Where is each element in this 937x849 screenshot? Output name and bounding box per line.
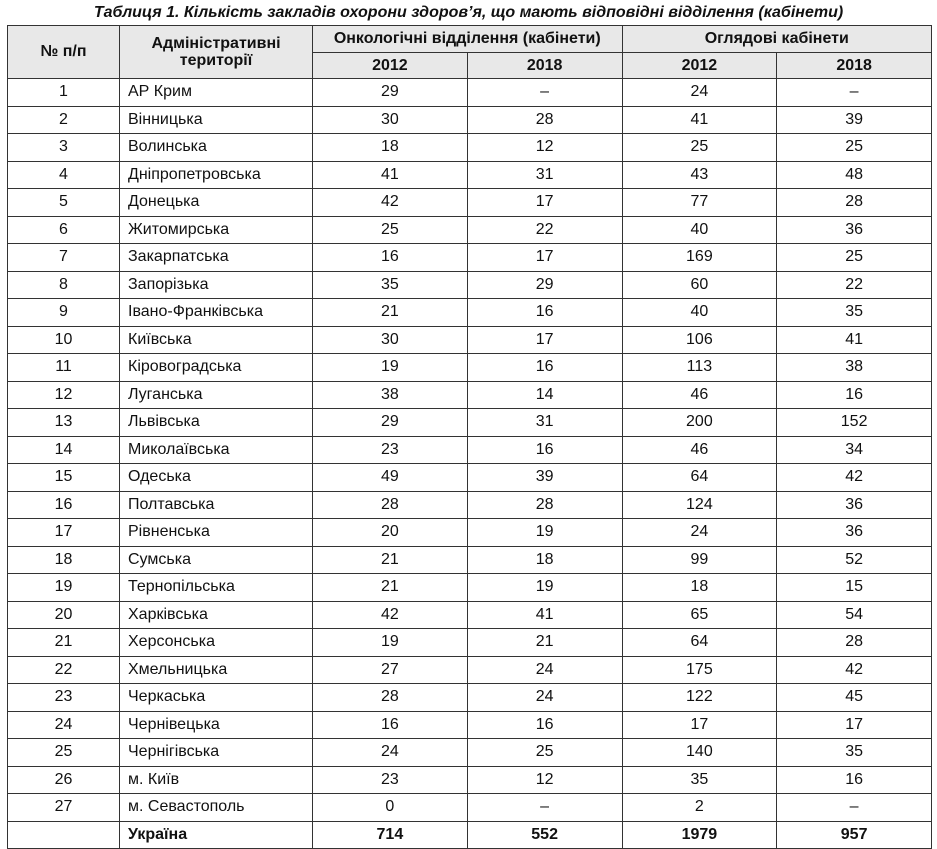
total-value: 552 [467,821,622,849]
value-cell: 17 [777,711,932,739]
value-cell: 20 [313,519,468,547]
territory-name: Тернопільська [120,574,313,602]
value-cell: 25 [467,739,622,767]
territory-name: Волинська [120,134,313,162]
value-cell: 36 [777,491,932,519]
value-cell: 18 [467,546,622,574]
value-cell: 16 [777,381,932,409]
table-row [8,794,932,822]
territory-name: м. Севастополь [120,794,313,822]
value-cell: 18 [313,134,468,162]
row-number: 3 [8,134,120,162]
value-cell: 29 [313,409,468,437]
value-cell: 19 [313,354,468,382]
value-cell: 29 [313,79,468,107]
value-cell: 16 [313,244,468,272]
value-cell: 14 [467,381,622,409]
value-cell: 24 [622,79,777,107]
header-year: 2018 [467,53,622,79]
row-number: 1 [8,79,120,107]
table-row [8,519,932,547]
row-number: 18 [8,546,120,574]
value-cell: 17 [467,326,622,354]
value-cell: 169 [622,244,777,272]
table-row [8,189,932,217]
value-cell: 46 [622,436,777,464]
total-label: Україна [120,821,313,849]
row-number: 6 [8,216,120,244]
table-row [8,326,932,354]
value-cell: 64 [622,629,777,657]
value-cell: 19 [467,574,622,602]
row-number: 21 [8,629,120,657]
value-cell: 34 [777,436,932,464]
value-cell: 152 [777,409,932,437]
value-cell: 16 [467,436,622,464]
row-number: 12 [8,381,120,409]
value-cell: 24 [467,684,622,712]
value-cell: 22 [777,271,932,299]
value-cell: 41 [777,326,932,354]
value-cell: 46 [622,381,777,409]
value-cell: 21 [313,574,468,602]
value-cell: 38 [313,381,468,409]
value-cell: 28 [313,684,468,712]
value-cell: 16 [467,711,622,739]
row-number: 17 [8,519,120,547]
healthcare-facilities-table [7,25,932,849]
table-row [8,464,932,492]
value-cell: 122 [622,684,777,712]
row-number: 24 [8,711,120,739]
table-row [8,436,932,464]
value-cell: 21 [467,629,622,657]
row-number: 2 [8,106,120,134]
value-cell: 48 [777,161,932,189]
table-row [8,656,932,684]
value-cell: 42 [777,656,932,684]
table-body [8,79,932,849]
table-row [8,629,932,657]
value-cell: 54 [777,601,932,629]
value-cell: 200 [622,409,777,437]
row-number: 26 [8,766,120,794]
territory-name: Львівська [120,409,313,437]
value-cell: 19 [313,629,468,657]
row-number: 19 [8,574,120,602]
value-cell: 18 [622,574,777,602]
row-number: 10 [8,326,120,354]
value-cell: 124 [622,491,777,519]
row-number: 23 [8,684,120,712]
row-number: 7 [8,244,120,272]
value-cell: 21 [313,299,468,327]
row-number: 20 [8,601,120,629]
value-cell: 106 [622,326,777,354]
territory-name: Івано-Франківська [120,299,313,327]
header-year: 2012 [622,53,777,79]
value-cell: 35 [777,739,932,767]
value-cell: 30 [313,106,468,134]
table-row [8,766,932,794]
territory-name: Донецька [120,189,313,217]
value-cell: 12 [467,134,622,162]
value-cell: 42 [313,601,468,629]
territory-name: Полтавська [120,491,313,519]
value-cell: 25 [313,216,468,244]
value-cell: 77 [622,189,777,217]
table-row [8,711,932,739]
value-cell: 23 [313,766,468,794]
row-number: 22 [8,656,120,684]
table-row [8,574,932,602]
territory-name: Херсонська [120,629,313,657]
row-number: 13 [8,409,120,437]
value-cell: 99 [622,546,777,574]
total-value: 957 [777,821,932,849]
value-cell: 27 [313,656,468,684]
value-cell: 36 [777,216,932,244]
value-cell: 16 [777,766,932,794]
value-cell: 31 [467,409,622,437]
value-cell: 16 [313,711,468,739]
value-cell: 17 [467,244,622,272]
value-cell: 21 [313,546,468,574]
value-cell: 40 [622,299,777,327]
territory-name: АР Крим [120,79,313,107]
value-cell: – [467,79,622,107]
total-value: 714 [313,821,468,849]
header-screening: Оглядові кабінети [622,26,932,53]
value-cell: 35 [622,766,777,794]
table-row [8,354,932,382]
territory-name: Черкаська [120,684,313,712]
value-cell: 42 [313,189,468,217]
value-cell: 25 [777,134,932,162]
value-cell: 30 [313,326,468,354]
value-cell: 24 [622,519,777,547]
value-cell: 28 [313,491,468,519]
value-cell: 35 [777,299,932,327]
value-cell: 41 [313,161,468,189]
territory-name: Чернігівська [120,739,313,767]
header-num: № п/п [8,26,120,79]
total-row [8,821,932,849]
value-cell: 39 [467,464,622,492]
value-cell: 28 [777,189,932,217]
table-row [8,491,932,519]
territory-name: Одеська [120,464,313,492]
value-cell: 16 [467,354,622,382]
total-empty-cell [8,821,120,849]
territory-name: Хмельницька [120,656,313,684]
header-year: 2018 [777,53,932,79]
value-cell: 24 [313,739,468,767]
value-cell: 36 [777,519,932,547]
value-cell: 12 [467,766,622,794]
territory-name: Харківська [120,601,313,629]
table-row [8,601,932,629]
row-number: 15 [8,464,120,492]
territory-name: Київська [120,326,313,354]
value-cell: 64 [622,464,777,492]
header-oncology: Онкологічні відділення (кабінети) [313,26,623,53]
value-cell: 39 [777,106,932,134]
territory-name: Сумська [120,546,313,574]
table-row [8,409,932,437]
value-cell: 22 [467,216,622,244]
value-cell: 17 [467,189,622,217]
table-caption: Таблиця 1. Кількість закладів охорони здоров’я, що мають відповідні відділення (кабінети) [93,4,844,21]
row-number: 8 [8,271,120,299]
value-cell: 25 [777,244,932,272]
value-cell: 113 [622,354,777,382]
value-cell: 52 [777,546,932,574]
table-row [8,739,932,767]
table-row [8,684,932,712]
territory-name: Миколаївська [120,436,313,464]
table-row [8,106,932,134]
territory-name: Запорізька [120,271,313,299]
value-cell: 31 [467,161,622,189]
value-cell: 17 [622,711,777,739]
territory-name: Закарпатська [120,244,313,272]
row-number: 25 [8,739,120,767]
table-row [8,134,932,162]
value-cell: 60 [622,271,777,299]
value-cell: 28 [467,491,622,519]
table-row [8,216,932,244]
table-row [8,381,932,409]
value-cell: 28 [777,629,932,657]
value-cell: 41 [622,106,777,134]
value-cell: 29 [467,271,622,299]
header-year: 2012 [313,53,468,79]
row-number: 5 [8,189,120,217]
value-cell: 140 [622,739,777,767]
table-row [8,79,932,107]
value-cell: 45 [777,684,932,712]
row-number: 16 [8,491,120,519]
value-cell: 65 [622,601,777,629]
value-cell: 23 [313,436,468,464]
value-cell: 49 [313,464,468,492]
territory-name: Рівненська [120,519,313,547]
territory-name: Дніпропетровська [120,161,313,189]
territory-name: Чернівецька [120,711,313,739]
value-cell: 0 [313,794,468,822]
value-cell: 43 [622,161,777,189]
value-cell: 42 [777,464,932,492]
row-number: 27 [8,794,120,822]
value-cell: 38 [777,354,932,382]
value-cell: 19 [467,519,622,547]
territory-name: м. Київ [120,766,313,794]
row-number: 14 [8,436,120,464]
value-cell: 24 [467,656,622,684]
row-number: 4 [8,161,120,189]
value-cell: – [777,79,932,107]
row-number: 9 [8,299,120,327]
value-cell: – [777,794,932,822]
value-cell: 35 [313,271,468,299]
table-row [8,161,932,189]
value-cell: 2 [622,794,777,822]
value-cell: 25 [622,134,777,162]
territory-name: Житомирська [120,216,313,244]
value-cell: 175 [622,656,777,684]
territory-name: Кіровоградська [120,354,313,382]
value-cell: 41 [467,601,622,629]
value-cell: 28 [467,106,622,134]
table-header [8,26,932,79]
territory-name: Луганська [120,381,313,409]
header-territory: Адміністративні території [120,26,313,79]
table-row [8,271,932,299]
table-row [8,546,932,574]
value-cell: 15 [777,574,932,602]
value-cell: – [467,794,622,822]
row-number: 11 [8,354,120,382]
table-row [8,299,932,327]
total-value: 1979 [622,821,777,849]
value-cell: 16 [467,299,622,327]
table-row [8,244,932,272]
territory-name: Вінницька [120,106,313,134]
value-cell: 40 [622,216,777,244]
